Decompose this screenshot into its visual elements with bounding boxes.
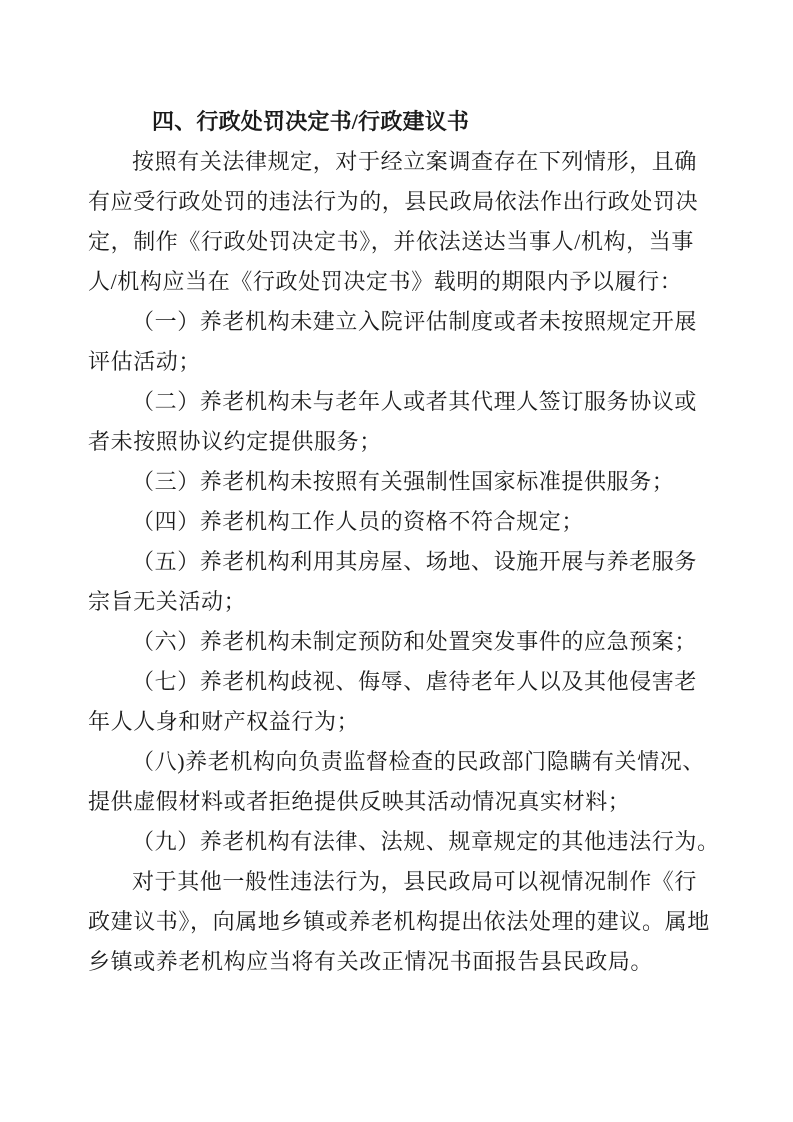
list-item-line: 评估活动；: [88, 349, 202, 374]
list-item-line: （六）养老机构未制定预防和处置突发事件的应急预案；: [132, 629, 698, 654]
list-item-line: （五）养老机构利用其房屋、场地、设施开展与养老服务: [132, 549, 698, 574]
text-line: 对于其他一般性违法行为，县民政局可以视情况制作《行: [132, 869, 698, 894]
text-line: 乡镇或养老机构应当将有关改正情况书面报告县民政局。: [88, 949, 654, 974]
text-line: 有应受行政处罚的违法行为的，县民政局依法作出行政处罚决: [88, 189, 699, 214]
list-item-line: （三）养老机构未按照有关强制性国家标准提供服务；: [132, 469, 675, 494]
list-item-line: （四）养老机构工作人员的资格不符合规定；: [132, 509, 585, 534]
list-item-line: 提供虚假材料或者拒绝提供反映其活动情况真实材料；: [88, 789, 631, 814]
list-item-line: （九）养老机构有法律、法规、规章规定的其他违法行为。: [132, 829, 720, 854]
text-line: 按照有关法律规定，对于经立案调查存在下列情形，且确: [132, 149, 698, 174]
text-line: 政建议书》，向属地乡镇或养老机构提出依法处理的建议。属地: [88, 909, 710, 934]
section-heading: 四、行政处罚决定书/行政建议书: [152, 109, 470, 134]
list-item-line: （七）养老机构歧视、侮辱、虐待老年人以及其他侵害老: [132, 669, 698, 694]
list-item-line: （一）养老机构未建立入院评估制度或者未按照规定开展: [132, 309, 698, 334]
list-item-line: （二）养老机构未与老年人或者其代理人签订服务协议或: [132, 389, 698, 414]
text-line: 定，制作《行政处罚决定书》，并依法送达当事人/机构，当事: [88, 229, 694, 254]
document-body: [88, 102, 728, 982]
list-item-line: （八)养老机构向负责监督检查的民政部门隐瞒有关情况、: [132, 749, 705, 774]
text-line: 人/机构应当在《行政处罚决定书》载明的期限内予以履行：: [88, 269, 683, 294]
list-item-line: 年人人身和财产权益行为；: [88, 709, 360, 734]
list-item-line: 宗旨无关活动；: [88, 589, 247, 614]
list-item-line: 者未按照协议约定提供服务；: [88, 429, 382, 454]
